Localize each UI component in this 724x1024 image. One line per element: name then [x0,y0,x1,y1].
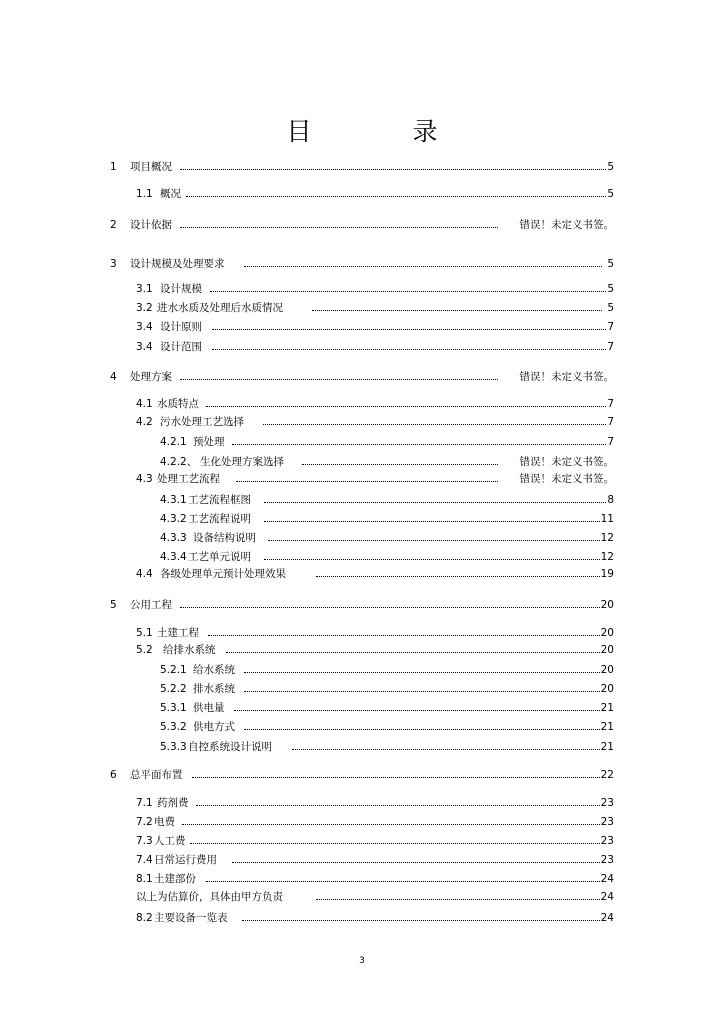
toc-entry-page: 24 [600,912,614,924]
toc-entry-title: 供电方式 [193,721,235,733]
toc-entry-title: 总平面布置 [130,769,183,781]
dot-leader [206,406,606,407]
toc-entry[interactable] [0,768,724,782]
toc-entry-page: 7 [607,341,614,353]
toc-entry-title: 主要设备一览表 [154,912,228,924]
toc-entry[interactable] [0,598,724,612]
toc-entry-number: 4.4 [136,568,153,580]
toc-entry-number: 5.2.1 [160,664,187,676]
toc-entry[interactable] [0,663,724,677]
toc-entry[interactable] [0,435,724,449]
dot-leader [206,881,600,882]
toc-entry-page: 8 [607,494,614,506]
toc-entry-page: 11 [600,513,614,525]
toc-entry-title: 电费 [154,816,175,828]
dot-leader [244,729,600,730]
toc-entry[interactable] [0,701,724,715]
toc-entry[interactable] [0,567,724,581]
toc-entry[interactable] [0,890,724,904]
toc-entry-number: 7.1 [136,797,153,809]
toc-entry-title: 土建工程 [157,627,199,639]
toc-entry-page: 23 [600,854,614,866]
dot-leader [226,652,600,653]
toc-entry-page: 错误！未定义书签。 [519,371,614,383]
toc-entry-title: 排水系统 [193,683,235,695]
dot-leader [236,481,498,482]
toc-entry-title: 人工费 [154,835,186,847]
toc-entry[interactable] [0,740,724,754]
dot-leader [244,691,600,692]
toc-entry-number: 4 [110,371,117,383]
toc-entry[interactable] [0,160,724,174]
toc-entry-page: 24 [600,873,614,885]
toc-entry[interactable] [0,911,724,925]
toc-entry-page: 7 [607,321,614,333]
toc-entry[interactable] [0,370,724,384]
toc-entry-page: 7 [607,416,614,428]
toc-entry-title: 处理工艺流程 [157,473,220,485]
dot-leader [192,777,600,778]
dot-leader [180,169,606,170]
toc-entry[interactable] [0,643,724,657]
toc-entry[interactable] [0,682,724,696]
toc-entry-title: 进水水质及处理后水质情况 [157,302,283,314]
toc-entry-title: 项目概况 [130,161,172,173]
toc-entry[interactable] [0,872,724,886]
toc-entry-title: 设计规模及处理要求 [130,258,225,270]
toc-entry[interactable] [0,415,724,429]
toc-entry-page: 24 [600,891,614,903]
toc-entry-title: 预处理 [193,436,225,448]
dot-leader [210,291,606,292]
page-number: 3 [359,956,365,966]
dot-leader [190,843,600,844]
dot-leader [264,559,600,560]
toc-entry-page: 5 [607,283,614,295]
dot-leader [186,196,606,197]
toc-entry-page: 12 [600,532,614,544]
toc-entry-page: 20 [600,664,614,676]
dot-leader [302,464,498,465]
toc-entry[interactable] [0,493,724,507]
toc-entry-title: 各级处理单元预计处理效果 [160,568,286,580]
toc-entry-number: 4.3.1 [160,494,187,506]
toc-entry-title: 设计依据 [130,219,172,231]
toc-entry-number: 5.3.2 [160,721,187,733]
toc-entry[interactable] [0,218,724,232]
toc-entry[interactable] [0,550,724,564]
toc-entry-title: 设备结构说明 [193,532,256,544]
toc-entry[interactable] [0,187,724,201]
toc-entry-number: 3.1 [136,283,153,295]
toc-entry-number: 3.2 [136,302,153,314]
toc-entry[interactable] [0,397,724,411]
toc-entry-number: 4.3.2 [160,513,187,525]
toc-entry-page: 5 [607,188,614,200]
toc-entry-number: 2 [110,219,117,231]
toc-entry-page: 5 [607,161,614,173]
dot-leader [316,899,600,900]
dot-leader [264,521,600,522]
toc-entry-page: 19 [600,568,614,580]
toc-entry-number: 3 [110,258,117,270]
toc-entry-number: 7.4 [136,854,153,866]
toc-entry-page: 20 [600,599,614,611]
toc-entry[interactable] [0,834,724,848]
toc-entry-number: 4.3 [136,473,153,485]
toc-entry-page: 21 [600,721,614,733]
toc-entry-page: 7 [607,436,614,448]
toc-entry-title: 污水处理工艺选择 [160,416,244,428]
dot-leader [264,502,606,503]
dot-leader [180,607,600,608]
dot-leader [268,540,600,541]
toc-entry-number: 4.3.3 [160,532,187,544]
toc-entry[interactable] [0,282,724,296]
toc-entry-number: 5.1 [136,627,153,639]
dot-leader [312,310,602,311]
toc-entry-page: 错误！未定义书签。 [519,456,614,468]
toc-entry-title: 设计范围 [160,341,202,353]
dot-leader [180,379,498,380]
toc-entry-number: 1 [110,161,117,173]
toc-entry-title: 水质特点 [157,398,199,410]
toc-entry-title: 概况 [160,188,181,200]
toc-entry-number: 6 [110,769,117,781]
toc-entry-title: 工艺单元说明 [188,551,251,563]
toc-entry-page: 12 [600,551,614,563]
toc-entry[interactable] [0,626,724,640]
toc-entry-title: 供电量 [193,702,225,714]
toc-entry-title: 公用工程 [130,599,172,611]
toc-entry-page: 错误！未定义书签。 [519,473,614,485]
dot-leader [263,424,606,425]
toc-entry[interactable] [0,340,724,354]
toc-entry-title: 药剂费 [157,797,189,809]
dot-leader [212,329,606,330]
toc-entry-number: 4.3.4 [160,551,187,563]
toc-entry-number: 7.3 [136,835,153,847]
toc-entry-page: 23 [600,797,614,809]
toc-entry-page: 错误！未定义书签。 [519,219,614,231]
toc-entry-title: 日常运行费用 [154,854,217,866]
dot-leader [182,824,600,825]
dot-leader [196,805,600,806]
dot-leader [316,576,600,577]
toc-entry-number: 3.4 [136,341,153,353]
toc-entry-title: 工艺流程说明 [188,513,251,525]
toc-entry-number: 5 [110,599,117,611]
toc-entry[interactable] [0,301,724,315]
toc-entry-page: 21 [600,702,614,714]
toc-entry-number: 5.2 [136,644,153,656]
dot-leader [212,349,606,350]
toc-entry[interactable] [0,512,724,526]
toc-entry-page: 20 [600,683,614,695]
dot-leader [242,920,600,921]
toc-entry-number: 4.2.1 [160,436,187,448]
toc-entry-title: 自控系统设计说明 [188,741,272,753]
toc-entry[interactable] [0,815,724,829]
toc-entry[interactable] [0,472,724,486]
toc-entry-page: 5 [607,302,614,314]
toc-entry-title: 以上为估算价，具体由甲方负责 [136,891,283,903]
toc-entry[interactable] [0,720,724,734]
toc-entry-title: 生化处理方案选择 [200,456,284,468]
toc-entry-number: 8.2 [136,912,153,924]
toc-entry-title: 土建部份 [154,873,196,885]
toc-entry-title: 设计原则 [160,321,202,333]
toc-entry[interactable] [0,853,724,867]
toc-entry-number: 3.4 [136,321,153,333]
toc-entry-page: 20 [600,644,614,656]
dot-leader [292,749,600,750]
toc-entry-number: 1.1 [136,188,153,200]
toc-entry-number: 4.2.2、 [160,456,198,468]
toc-entry-title: 设计规模 [160,283,202,295]
toc-entry[interactable] [0,257,724,271]
dot-leader [244,672,600,673]
toc-entry-title: 给水系统 [193,664,235,676]
toc-entry-page: 23 [600,816,614,828]
dot-leader [208,635,600,636]
toc-entry-page: 7 [607,398,614,410]
toc-entry-title: 给排水系统 [163,644,216,656]
toc-entry-number: 5.3.1 [160,702,187,714]
dot-leader [232,862,600,863]
toc-entry-number: 4.1 [136,398,153,410]
toc-entry-page: 22 [600,769,614,781]
toc-entry[interactable] [0,455,724,469]
toc-entry-number: 8.1 [136,873,153,885]
toc-entry-number: 4.2 [136,416,153,428]
toc-entry[interactable] [0,796,724,810]
page-title: 目 录 [286,117,476,146]
toc-entry-page: 21 [600,741,614,753]
toc-entry-title: 处理方案 [130,371,172,383]
dot-leader [244,266,602,267]
toc-entry-number: 7.2 [136,816,153,828]
dot-leader [232,444,606,445]
toc-entry-number: 5.3.3 [160,741,187,753]
toc-entry-page: 5 [607,258,614,270]
dot-leader [234,710,600,711]
toc-entry-page: 23 [600,835,614,847]
toc-entry-number: 5.2.2 [160,683,187,695]
toc-entry-title: 工艺流程框图 [188,494,251,506]
toc-entry[interactable] [0,531,724,545]
dot-leader [180,227,498,228]
toc-entry-page: 20 [600,627,614,639]
toc-entry[interactable] [0,320,724,334]
